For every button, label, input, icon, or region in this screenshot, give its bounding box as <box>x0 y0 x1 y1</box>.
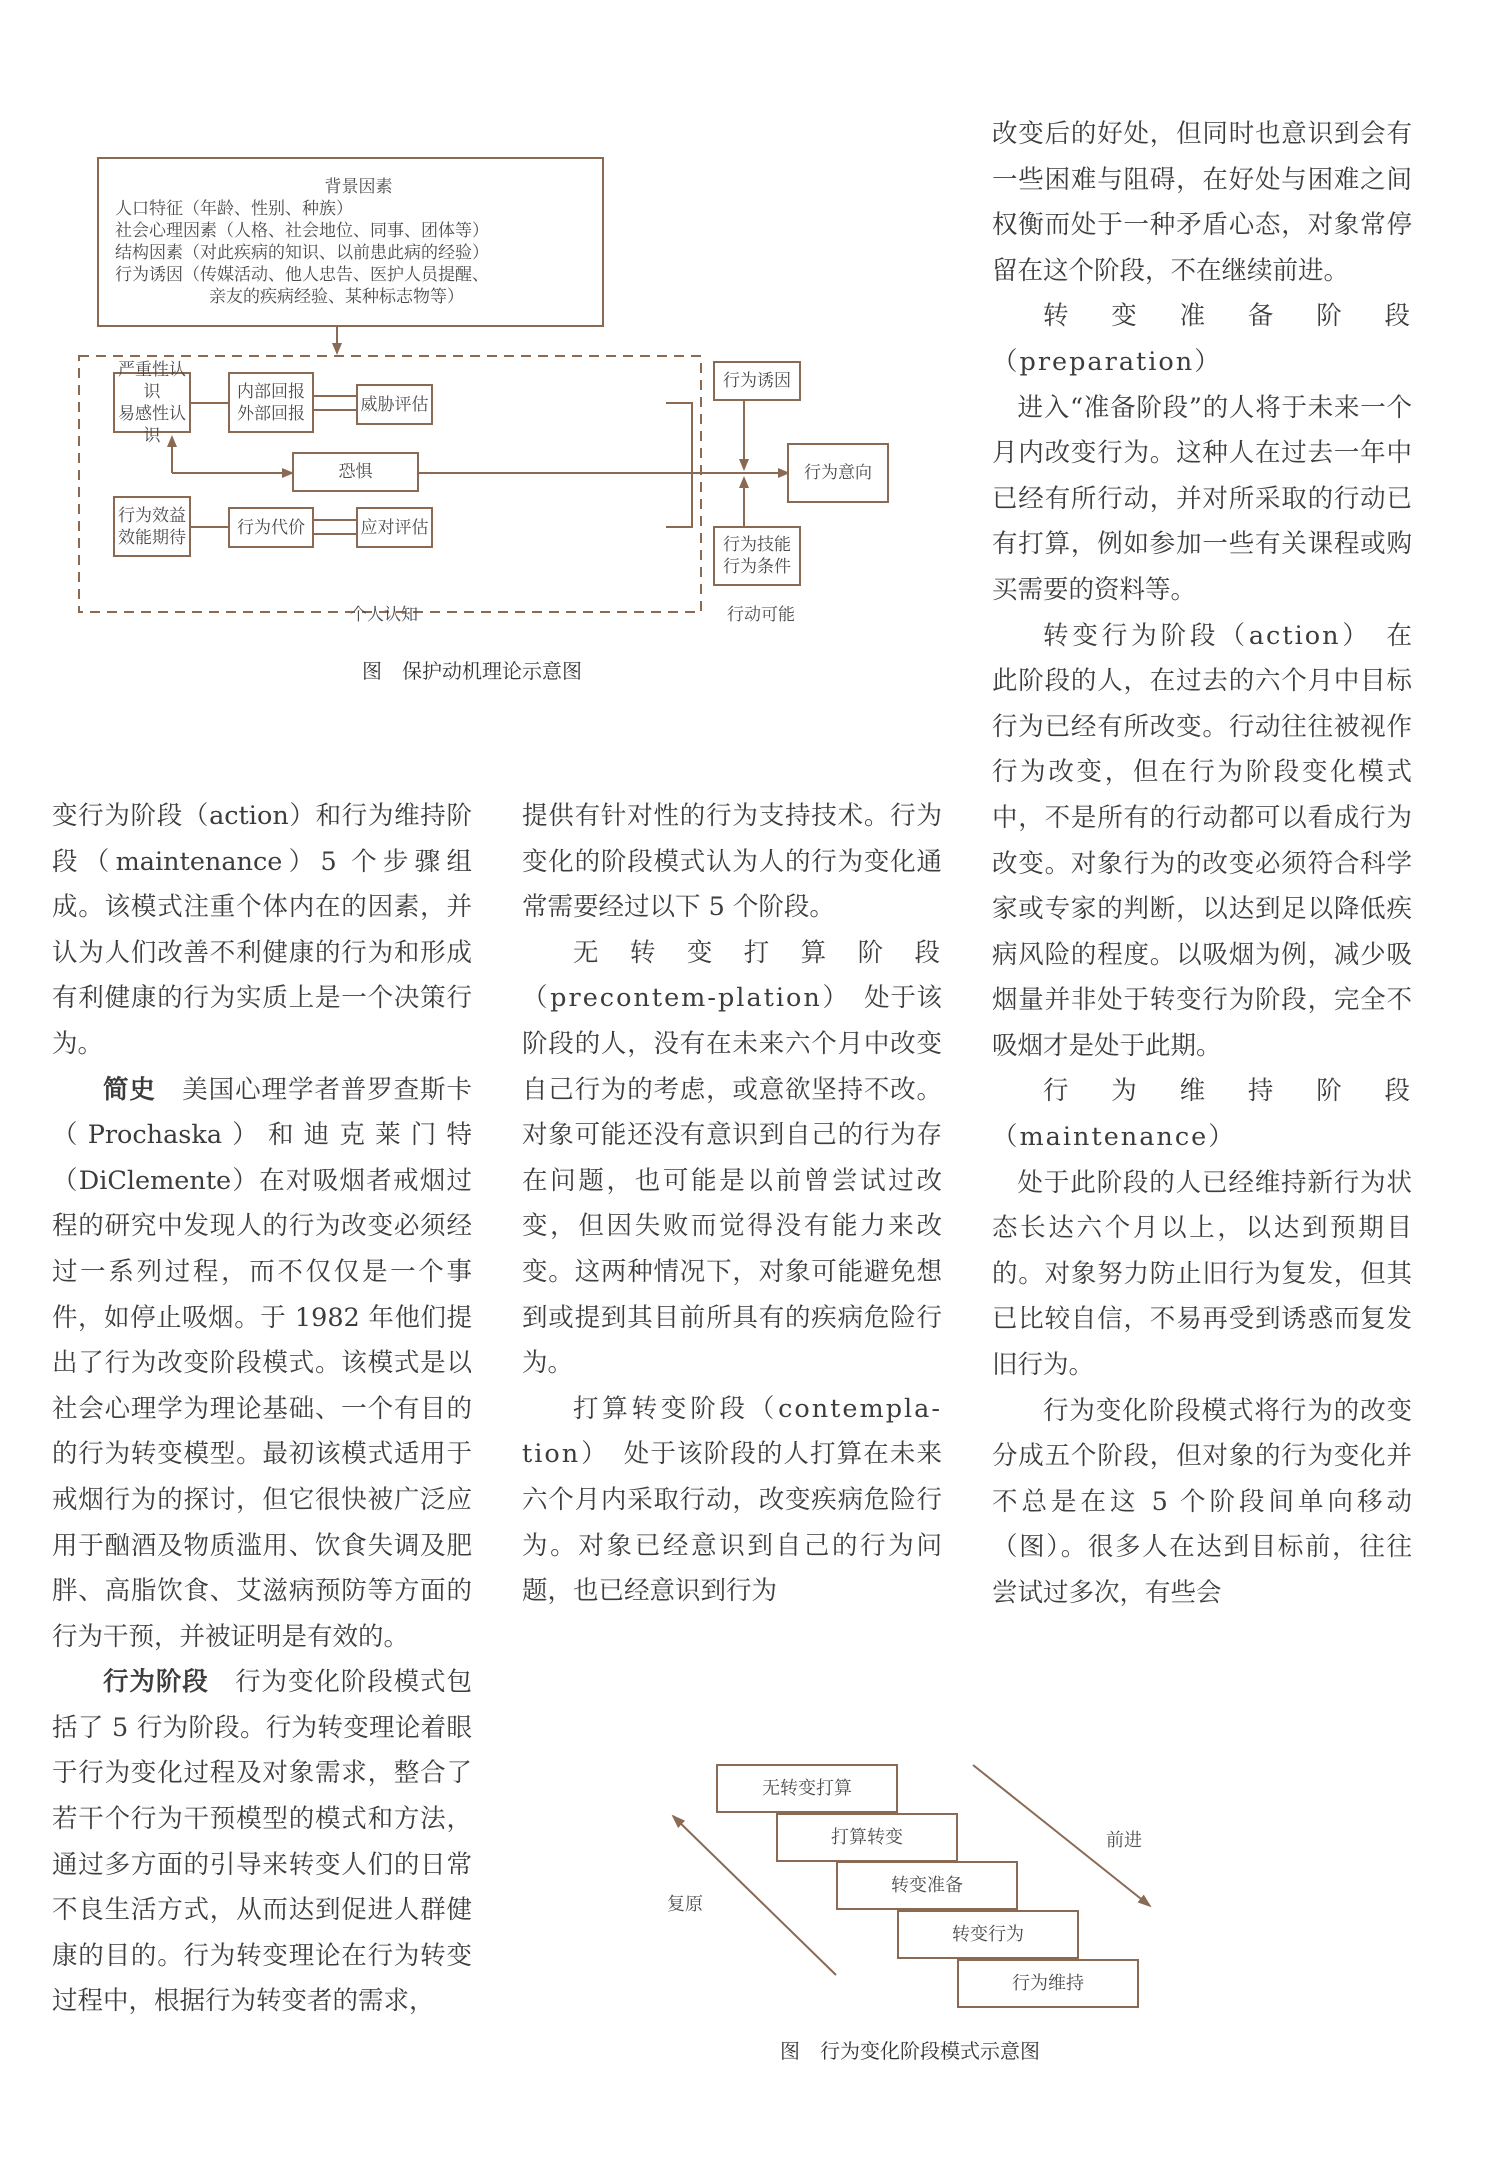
self-efficacy-label: 效能期待 <box>118 527 186 548</box>
section-heading-history: 简史 <box>103 1074 156 1105</box>
figure2-caption: 图 行为变化阶段模式示意图 <box>780 2039 1040 2063</box>
figure-stages-of-change <box>650 1740 1290 2070</box>
forward-label: 前进 <box>1106 1830 1142 1851</box>
cognition-group-label: 个人认知 <box>350 605 418 625</box>
behavior-skills-box <box>713 526 801 586</box>
severity-susceptibility-box <box>113 359 191 446</box>
stage-label: 转变行为 <box>952 1923 1024 1945</box>
subheading-contemplation: 打算转变阶段（contempla-tion） <box>522 1393 942 1470</box>
background-line: 亲友的疾病经验、某种标志物等） <box>209 287 464 307</box>
fear-box <box>292 452 419 492</box>
behavior-cue-box <box>713 361 801 401</box>
paragraph: 变行为阶段（action）和行为维持阶段（maintenance）5 个步骤组成。该模式注重个体内在的因素，并认为人们改善不利健康的行为和形成有利健康的行为实质上是一个决策行为。 <box>52 801 472 1059</box>
paragraph-precontemplation <box>522 931 942 1387</box>
paragraph-action <box>992 614 1412 1070</box>
stage-label: 无转变打算 <box>762 1777 852 1799</box>
stages-text: 行为变化阶段模式包括了 5 行为阶段。行为转变理论着眼于行为变化过程及对象需求，整合了若干个行为干预模型的模式和方法，通过多方面的引导来转变人们的日常不良生活方式，从而达到促进人群健康的目的。行为转变理论在行为转变过程中，根据行为转变者的需求， <box>52 1667 472 2017</box>
subheading-preparation: 转变准备阶段（preparation） <box>992 301 1412 377</box>
behavior-cue-label: 行为诱因 <box>723 371 791 391</box>
column-1 <box>52 794 472 2025</box>
background-line: 行为诱因（传媒活动、他人忠告、医护人员提醒、 <box>115 265 489 285</box>
stage-label: 转变准备 <box>891 1874 963 1896</box>
column-3 <box>992 112 1412 1617</box>
paragraph-history <box>52 1068 472 1661</box>
efficacy-box <box>113 496 191 557</box>
subheading-action: 转变行为阶段（action） <box>1043 620 1360 651</box>
subheading-maintenance: 行为维持阶段（maintenance） <box>992 1076 1412 1153</box>
background-factors-box <box>97 157 604 327</box>
response-cost-box <box>228 507 314 548</box>
stage-label: 行为维持 <box>1012 1972 1084 1994</box>
coping-appraisal-box <box>356 507 433 548</box>
stage-box <box>716 1764 898 1813</box>
section-heading-stages: 行为阶段 <box>103 1667 209 1698</box>
stage-box <box>897 1910 1079 1959</box>
action-possibility-label: 行动可能 <box>727 605 795 625</box>
external-reward-label: 外部回报 <box>237 403 305 424</box>
paragraph: 提供有针对性的行为支持技术。行为变化的阶段模式认为人的行为变化通常需要经过以下 5 个阶段。 <box>522 801 942 923</box>
behavior-intention-box <box>787 443 889 503</box>
background-line: 人口特征（年龄、性别、种族） <box>115 199 353 219</box>
fear-label: 恐惧 <box>338 462 373 482</box>
column-2 <box>522 794 942 1615</box>
coping-appraisal-label: 应对评估 <box>360 517 429 538</box>
subheading-precontemplation: 无转变打算阶段（precontem-plation） <box>522 937 942 1014</box>
action-text: 在此阶段的人，在过去的六个月中目标行为已经有所改变。行动往往被视作行为改变，但在行为阶段变化模式中，不是所有的行动都可以看成行为改变。对象行为的改变必须符合科学家或专家的判断，以达到足以降低疾病风险的程度。以吸烟为例，减少吸烟量并非处于转变行为阶段，完全不吸烟才是处于此期。 <box>992 620 1412 1061</box>
relapse-label: 复原 <box>667 1894 703 1915</box>
stage-box <box>776 1813 958 1862</box>
stage-box <box>836 1861 1018 1910</box>
contemplation-text: 处于该阶段的人打算在未来六个月内采取行动，改变疾病危险行为。对象已经意识到自己的行为问题，也已经意识到行为 <box>522 1439 942 1607</box>
background-line: 结构因素（对此疾病的知识、以前患此病的经验） <box>115 243 489 263</box>
threat-appraisal-label: 威胁评估 <box>360 394 429 415</box>
behavior-intention-label: 行为意向 <box>804 463 872 483</box>
paragraph-maintenance: 处于此阶段的人已经维持新行为状态长达六个月以上，以达到预期目的。对象努力防止旧行为复发，但其已比较自信，不易再受到诱惑而复发旧行为。 <box>992 1167 1412 1381</box>
paragraph-stages <box>52 1660 472 2025</box>
behavior-skills-label: 行为技能 <box>723 535 791 555</box>
stage-box <box>957 1959 1139 2008</box>
figure1-caption: 图 保护动机理论示意图 <box>362 659 582 683</box>
history-text: 美国心理学者普罗查斯卡（Prochaska）和迪克莱门特（DiClemente）在对吸烟者戒烟过程的研究中发现人的行为改变必须经过一系列过程，而不仅仅是一个事件，如停止吸烟。于 1982 年他们提出了行为改变阶段模式。该模式是以社会心理学为理论基础、一个有目的的行为转变模型。最初该模式适用于戒烟行为的探讨，但它很快被广泛应用于酗酒及物质滥用、饮食失调及肥胖、高脂饮食、艾滋病预防等方面的行为干预，并被证明是有效的。 <box>52 1074 472 1652</box>
paragraph-preparation: 进入“准备阶段”的人将于未来一个月内改变行为。这种人在过去一年中已经有所行动，并对所采取的行动已有打算，例如参加一些有关课程或购买需要的资料等。 <box>992 392 1412 605</box>
rewards-box <box>228 372 314 433</box>
background-title: 背景因素 <box>324 177 393 197</box>
stage-label: 打算转变 <box>831 1826 903 1848</box>
background-line: 社会心理因素（人格、社会地位、同事、团体等） <box>115 221 489 241</box>
paragraph-contemplation <box>522 1387 942 1615</box>
behavior-conditions-label: 行为条件 <box>723 557 791 577</box>
precontemplation-text: 处于该阶段的人，没有在未来六个月中改变自己行为的考虑，或意欲坚持不改。对象可能还没有意识到自己的行为存在问题，也可能是以前曾尝试过改变，但因失败而觉得没有能力来改变。这两种情况下，对象可能避免想到或提到其目前所具有的疾病危险行为。 <box>522 983 942 1379</box>
paragraph: 改变后的好处，但同时也意识到会有一些困难与阻碍，在好处与困难之间权衡而处于一种矛盾心态，对象常停留在这个阶段，不在继续前进。 <box>992 119 1412 286</box>
response-efficacy-label: 行为效益 <box>118 505 186 526</box>
response-cost-label: 行为代价 <box>237 517 305 538</box>
internal-reward-label: 内部回报 <box>237 381 305 402</box>
severity-label: 严重性认识 <box>118 359 186 402</box>
paragraph-summary: 行为变化阶段模式将行为的改变分成五个阶段，但对象的行为变化并不总是在这 5 个阶段间单向移动（图）。很多人在达到目标前，往往尝试过多次，有些会 <box>992 1395 1412 1608</box>
threat-appraisal-box <box>356 384 433 425</box>
susceptibility-label: 易感性认识 <box>118 403 186 446</box>
